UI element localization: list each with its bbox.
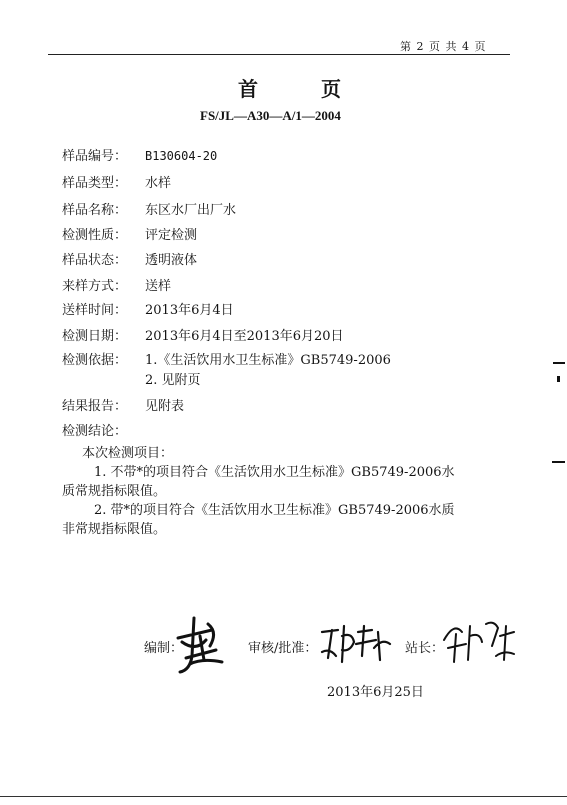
field-value: 1.《生活饮用水卫生标准》GB5749-2006 <box>145 353 391 368</box>
conclusion-item-2-line-1: 2. 带*的项目符合《生活饮用水卫生标准》GB5749-2006水质 <box>94 503 455 518</box>
document-number: FS/JL—A30—A/1—2004 <box>200 108 341 123</box>
field-label: 结果报告： <box>62 399 128 414</box>
field-value: 东区水厂出厂水 <box>145 203 237 218</box>
field-delivery-time <box>62 302 234 319</box>
field-label: 检测结论： <box>62 424 128 439</box>
conclusion-item-2-line-2: 非常规指标限值。 <box>62 522 167 537</box>
conclusion-intro: 本次检测项目： <box>82 446 174 461</box>
field-delivery-method <box>62 278 171 295</box>
header-rule <box>48 54 510 55</box>
field-label: 送样时间： <box>62 303 128 318</box>
field-test-basis-line2: 2. 见附页 <box>145 373 201 388</box>
reviewer-label: 审核/批准： <box>248 641 318 656</box>
field-value: 水样 <box>145 176 172 191</box>
field-label: 样品状态： <box>62 253 128 268</box>
field-label: 来样方式： <box>62 279 128 294</box>
page-title: 首 页 <box>238 77 369 101</box>
field-sample-state <box>62 252 197 269</box>
compiler-label: 编制： <box>144 641 184 656</box>
scan-edge-mark <box>557 376 560 382</box>
page-indicator: 第 2 页 共 4 页 <box>400 40 487 53</box>
field-value: 2013年6月4日 <box>145 303 234 318</box>
field-value: 2013年6月4日至2013年6月20日 <box>145 329 344 344</box>
field-label: 样品编号： <box>62 149 128 164</box>
field-conclusion <box>62 423 145 440</box>
field-test-date <box>62 328 344 345</box>
field-value: 见附表 <box>145 399 185 414</box>
conclusion-item-1-line-1: 1. 不带*的项目符合《生活饮用水卫生标准》GB5749-2006水 <box>94 465 455 480</box>
field-label: 样品类型： <box>62 176 128 191</box>
compiler-signature <box>172 612 232 676</box>
field-result-report <box>62 398 184 415</box>
field-label: 检测性质： <box>62 228 128 243</box>
conclusion-item-1-line-2: 质常规指标限值。 <box>62 484 167 499</box>
field-value: 评定检测 <box>145 228 198 243</box>
field-label: 样品名称： <box>62 203 128 218</box>
field-value: 送样 <box>145 279 172 294</box>
field-value: 透明液体 <box>145 253 198 268</box>
field-sample-type <box>62 175 171 192</box>
signature-date: 2013年6月25日 <box>327 685 424 700</box>
field-sample-number <box>62 148 217 165</box>
scan-edge-mark <box>553 362 565 364</box>
field-sample-name <box>62 202 236 219</box>
scan-edge-mark <box>552 461 565 463</box>
director-signature <box>440 616 520 666</box>
reviewer-signature <box>318 622 394 668</box>
field-test-basis <box>62 352 391 369</box>
field-label: 检测依据： <box>62 353 128 368</box>
field-label: 检测日期： <box>62 329 128 344</box>
director-label: 站长： <box>405 641 445 656</box>
field-test-nature <box>62 227 197 244</box>
field-value: B130604-20 <box>145 149 218 163</box>
footer-rule <box>0 796 567 797</box>
